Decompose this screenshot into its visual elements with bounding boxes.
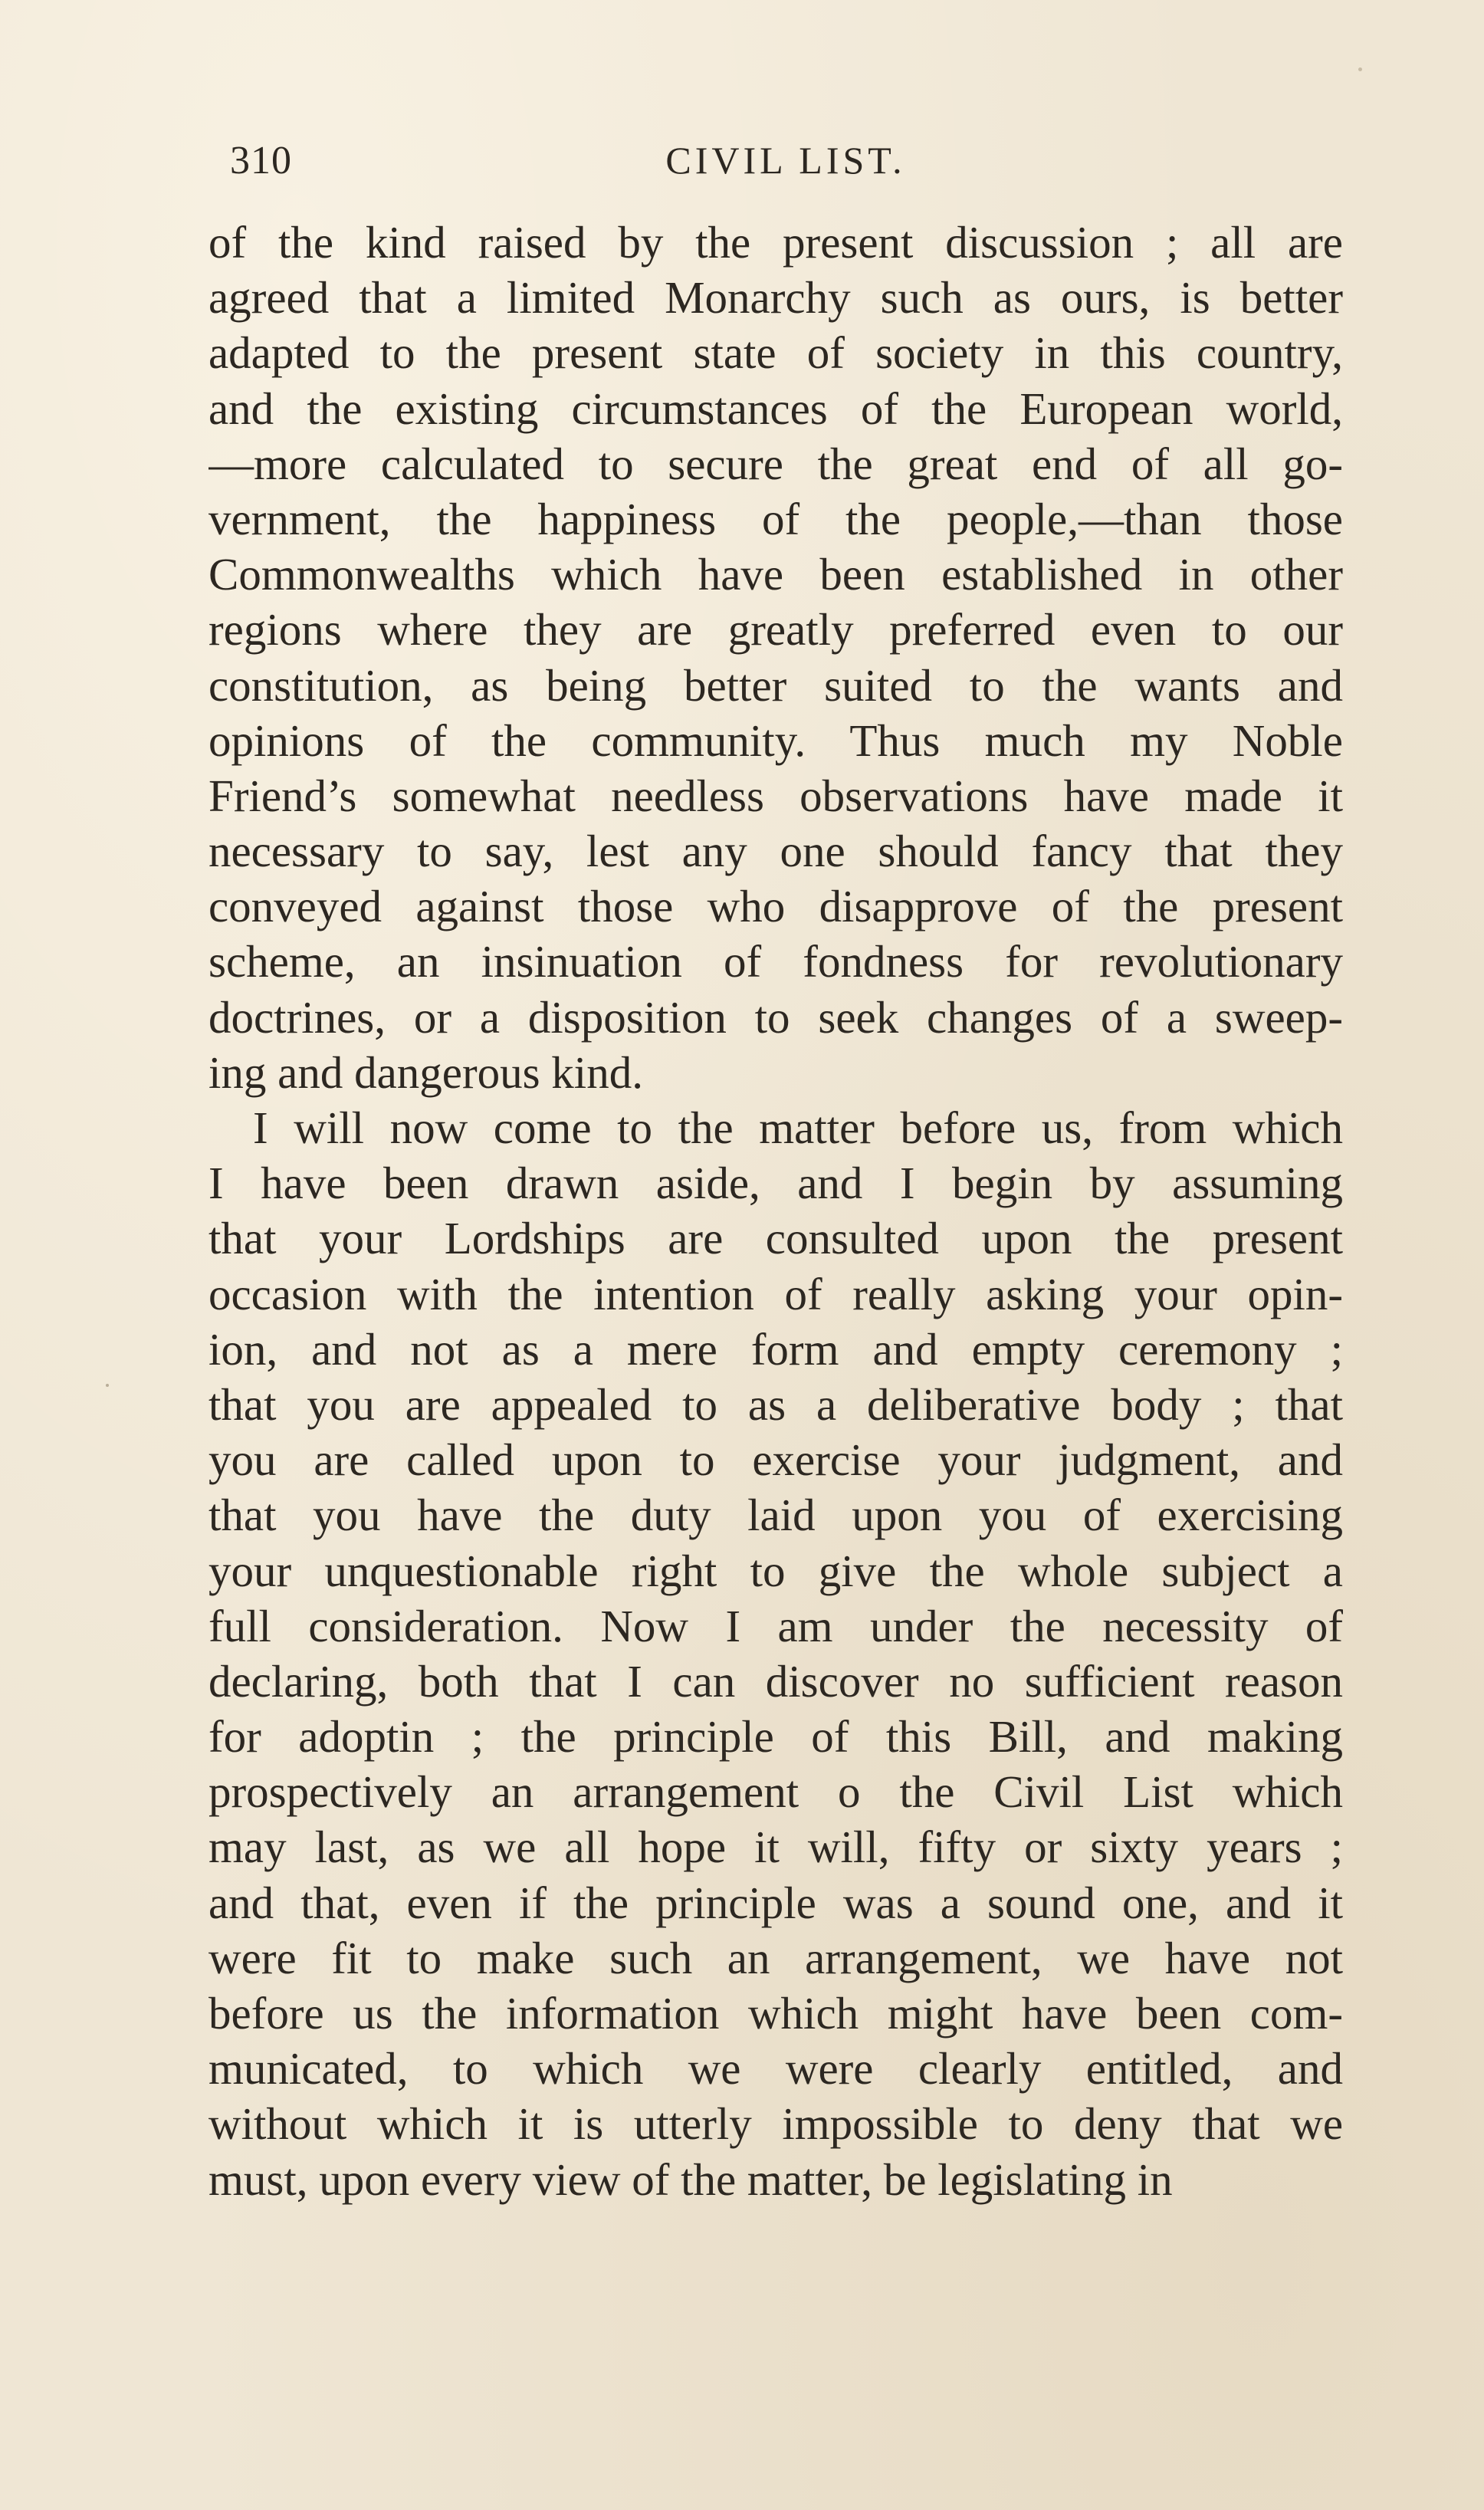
running-title: CIVIL LIST. [665,139,906,182]
text-line: necessary to say, lest any one should fancy that they [208,826,1343,877]
text-line: —more calculated to secure the great end of all go- [208,438,1343,489]
text-line: agreed that a limited Monarchy such as ours, is better [208,272,1343,324]
text-line: were fit to make such an arrangement, we have not [208,1932,1343,1983]
text-line: I will now come to the matter before us, from which [253,1102,1343,1153]
page-number: 310 [230,139,292,182]
text-line: Friend’s somewhat needless observations have made it [208,770,1343,821]
text-line: for adoptin ; the principle of this Bill, and making [208,1711,1343,1763]
running-head [222,130,1349,199]
text-line: adapted to the present state of society in this country, [208,327,1343,379]
text-line: declaring, both that I can discover no sufficient reason [208,1655,1343,1707]
text-line: that you have the duty laid upon you of exercising [208,1490,1343,1541]
text-line: municated, to which we were clearly entitled, and [208,2043,1343,2094]
text-line: ion, and not as a mere form and empty ceremony ; [208,1323,1343,1375]
margin-speck [106,1384,109,1387]
text-line: that you are appealed to as a deliberative body ; that [208,1378,1343,1430]
text-line: regions where they are greatly preferred even to our [208,604,1343,655]
text-line: and the existing circumstances of the European world, [208,383,1343,434]
text-line: that your Lordships are consulted upon the present [208,1213,1343,1264]
text-line: and that, even if the principle was a sound one, and it [208,1877,1343,1928]
text-line: scheme, an insinuation of fondness for revolutionary [208,936,1343,987]
text-line: conveyed against those who disapprove of the present [208,881,1343,932]
text-line: full consideration. Now I am under the necessity of [208,1600,1343,1651]
text-line: you are called upon to exercise your judgment, and [208,1434,1343,1486]
paper-speck [1358,67,1362,71]
text-line: constitution, as being better suited to the wants and [208,659,1343,711]
text-line: without which it is utterly impossible to deny that we [208,2098,1343,2150]
text-line: occasion with the intention of really asking your opin- [208,1268,1343,1319]
text-line: I have been drawn aside, and I begin by assuming [208,1158,1343,1209]
text-line: of the kind raised by the present discussion ; all are [208,217,1343,268]
text-line: may last, as we all hope it will, fifty or sixty years ; [208,1822,1343,1873]
paragraph [208,1100,1343,2207]
text-line: before us the information which might have been com- [208,1988,1343,2039]
text-line: your unquestionable right to give the whole subject a [208,1545,1343,1596]
text-line: opinions of the community. Thus much my Noble [208,715,1343,766]
paragraph [208,215,1343,1100]
text-line: prospectively an arrangement o the Civil List which [208,1766,1343,1818]
text-line: Commonwealths which have been established in other [208,549,1343,600]
text-line: vernment, the happiness of the people,—than those [208,493,1343,544]
text-line: ing and dangerous kind. [208,1046,643,1098]
text-line: must, upon every view of the matter, be legislating in [208,2154,1173,2205]
body-text [208,215,1343,2207]
text-line: doctrines, or a disposition to seek changes of a sweep- [208,991,1343,1043]
